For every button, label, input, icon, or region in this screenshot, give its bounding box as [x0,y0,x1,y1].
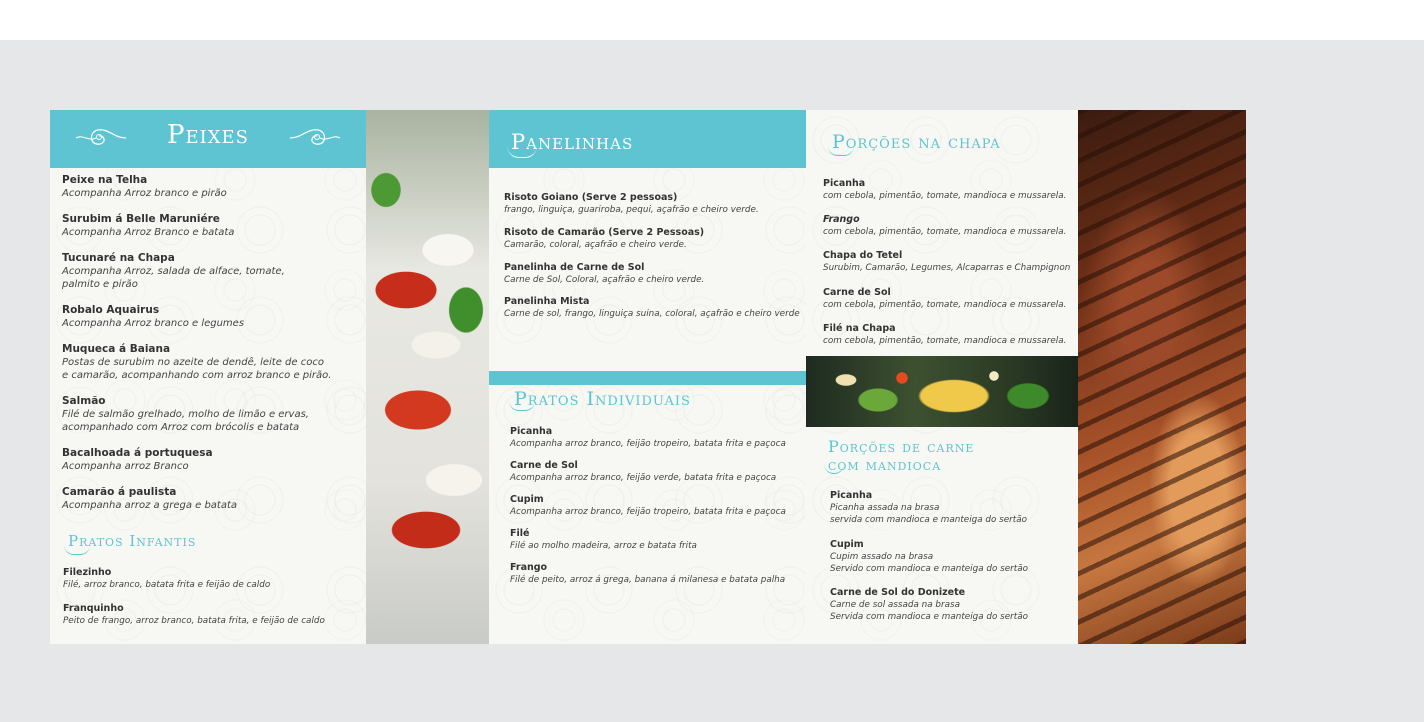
menu-item [510,426,805,450]
swash-decoration [828,146,854,156]
panelinhas-title: Panelinhas [511,130,634,154]
item-description: Acompanha arroz branco, feijão tropeiro, batata frita e paçoca [510,507,786,517]
item-name: Frango [510,562,548,573]
flourish-right-icon [288,124,342,152]
menu-item [510,460,805,484]
item-description: com cebola, pimentão, tomate, mandioca e mussarela. [823,227,1067,237]
item-description: Carne de sol, frango, linguiça suina, coloral, açafrão e cheiro verde [504,309,800,319]
menu-item [62,174,358,200]
menu-item [830,539,1078,575]
item-name: Filezinho [63,567,112,578]
menu-item [62,213,358,239]
item-name: Robalo Aquairus [62,304,160,316]
item-name: Risoto de Camarão (Serve 2 Pessoas) [504,227,705,238]
item-description: Acompanha arroz Branco [62,461,189,472]
item-description: Carne de Sol, Coloral, açafrão e cheiro verde. [504,275,705,285]
menu-item [510,528,805,552]
menu-panel-panelinhas [489,110,806,644]
caprese-salad-photo [366,110,489,644]
item-description: Peito de frango, arroz branco, batata frita, e feijão de caldo [63,616,325,626]
item-description: Cupim assado na brasa Servido com mandioca e manteiga do sertão [830,552,1028,574]
item-description: Filé de salmão grelhado, molho de limão e ervas, acompanhado com Arroz com brócolis e batata [62,409,309,433]
menu-item [63,602,359,627]
item-name: Panelinha de Carne de Sol [504,262,645,273]
section-title-infantis: Pratos Infantis [68,532,197,550]
item-name: Carne de Sol [510,460,578,471]
item-description: Acompanha Arroz branco e pirão [62,188,227,199]
item-name: Carne de Sol do Donizete [830,587,966,598]
item-name: Cupim [830,539,864,550]
menu-panel-peixes [50,110,366,644]
item-name: Chapa do Tetel [823,250,903,261]
menu-item [504,227,804,251]
menu-item [830,490,1078,526]
item-description: Postas de surubim no azeite de dendê, leite de coco e camarão, acompanhando com arroz branco e pirão. [62,357,332,381]
item-name: Risoto Goiano (Serve 2 pessoas) [504,192,678,203]
item-name: Panelinha Mista [504,296,590,307]
item-description: com cebola, pimentão, tomate, mandioca e mussarela. [823,300,1067,310]
item-name: Filé [510,528,530,539]
item-name: Franquinho [63,603,124,614]
item-name: Picanha [823,178,866,189]
section-title-chapa: Porções na chapa [832,131,1001,153]
item-name: Picanha [510,426,553,437]
item-name: Camarão á paulista [62,486,177,498]
panelinhas-header-band [489,110,806,168]
menu-item [510,494,805,518]
menu-item [62,447,358,473]
item-description: Acompanha arroz branco, feijão tropeiro, batata frita e paçoca [510,439,786,449]
item-description: Filé de peito, arroz á grega, banana á milanesa e batata palha [510,575,786,585]
item-name: Filé na Chapa [823,323,896,334]
item-name: Frango [823,214,860,225]
menu-item [504,296,804,320]
menu-item [504,192,804,216]
item-description: Acompanha Arroz, salada de alface, tomate, palmito e pirão [62,266,285,290]
item-description: frango, linguiça, guariroba, pequi, açafrão e cheiro verde. [504,205,759,215]
menu-item [823,178,1078,202]
item-name: Bacalhoada á portuquesa [62,447,213,459]
menu-item [504,262,804,286]
item-name: Carne de Sol [823,287,891,298]
menu-item [63,566,359,591]
menu-item [62,304,358,330]
menu-item [823,287,1078,311]
peixes-title: Peixes [166,120,250,150]
swash-decoration [64,545,90,555]
item-name: Salmão [62,395,106,407]
peixes-header-band [50,110,366,168]
swash-decoration [507,146,537,158]
menu-item [830,587,1078,623]
menu-panel-porcoes [806,110,1078,644]
item-description: com cebola, pimentão, tomate, mandioca e mussarela. [823,191,1067,201]
item-description: Filé, arroz branco, batata frita e feijão de caldo [63,580,271,590]
section-title-individuais: Pratos Individuais [514,388,691,410]
item-name: Tucunaré na Chapa [62,252,175,264]
chapa-dish-photo [806,356,1078,427]
item-description: Acompanha Arroz Branco e batata [62,227,235,238]
menu-item [62,486,358,512]
item-name: Cupim [510,494,544,505]
menu-item [510,562,805,586]
item-description: Acompanha Arroz branco e legumes [62,318,245,329]
item-description: com cebola, pimentão, tomate, mandioca e mussarela. [823,336,1067,346]
item-description: Carne de sol assada na brasa Servida com mandioca e manteiga do sertão [830,600,1029,622]
item-description: Surubim, Camarão, Legumes, Alcaparras e Champignon [823,263,1071,273]
item-name: Surubim á Belle Maruniére [62,213,220,225]
grilled-steak-photo [1078,110,1246,644]
section-divider-bar [489,371,806,385]
item-description: Acompanha arroz branco, feijão verde, batata frita e paçoca [510,473,777,483]
item-description: Acompanha arroz a grega e batata [62,500,238,511]
section-title-mandioca: Porções de carne com mandioca [828,437,975,474]
menu-item [823,214,1078,238]
item-name: Muqueca á Baiana [62,343,171,355]
menu-item [823,323,1078,347]
item-description: Filé ao molho madeira, arroz e batata frita [510,541,697,551]
menu-item [62,395,358,434]
item-name: Picanha [830,490,873,501]
item-description: Camarão, coloral, açafrão e cheiro verde. [504,240,687,250]
menu-item [62,252,358,291]
item-name: Peixe na Telha [62,174,148,186]
item-description: Picanha assada na brasa servida com mandioca e manteiga do sertão [830,503,1028,525]
menu-item [823,250,1078,274]
menu-item [62,343,358,382]
